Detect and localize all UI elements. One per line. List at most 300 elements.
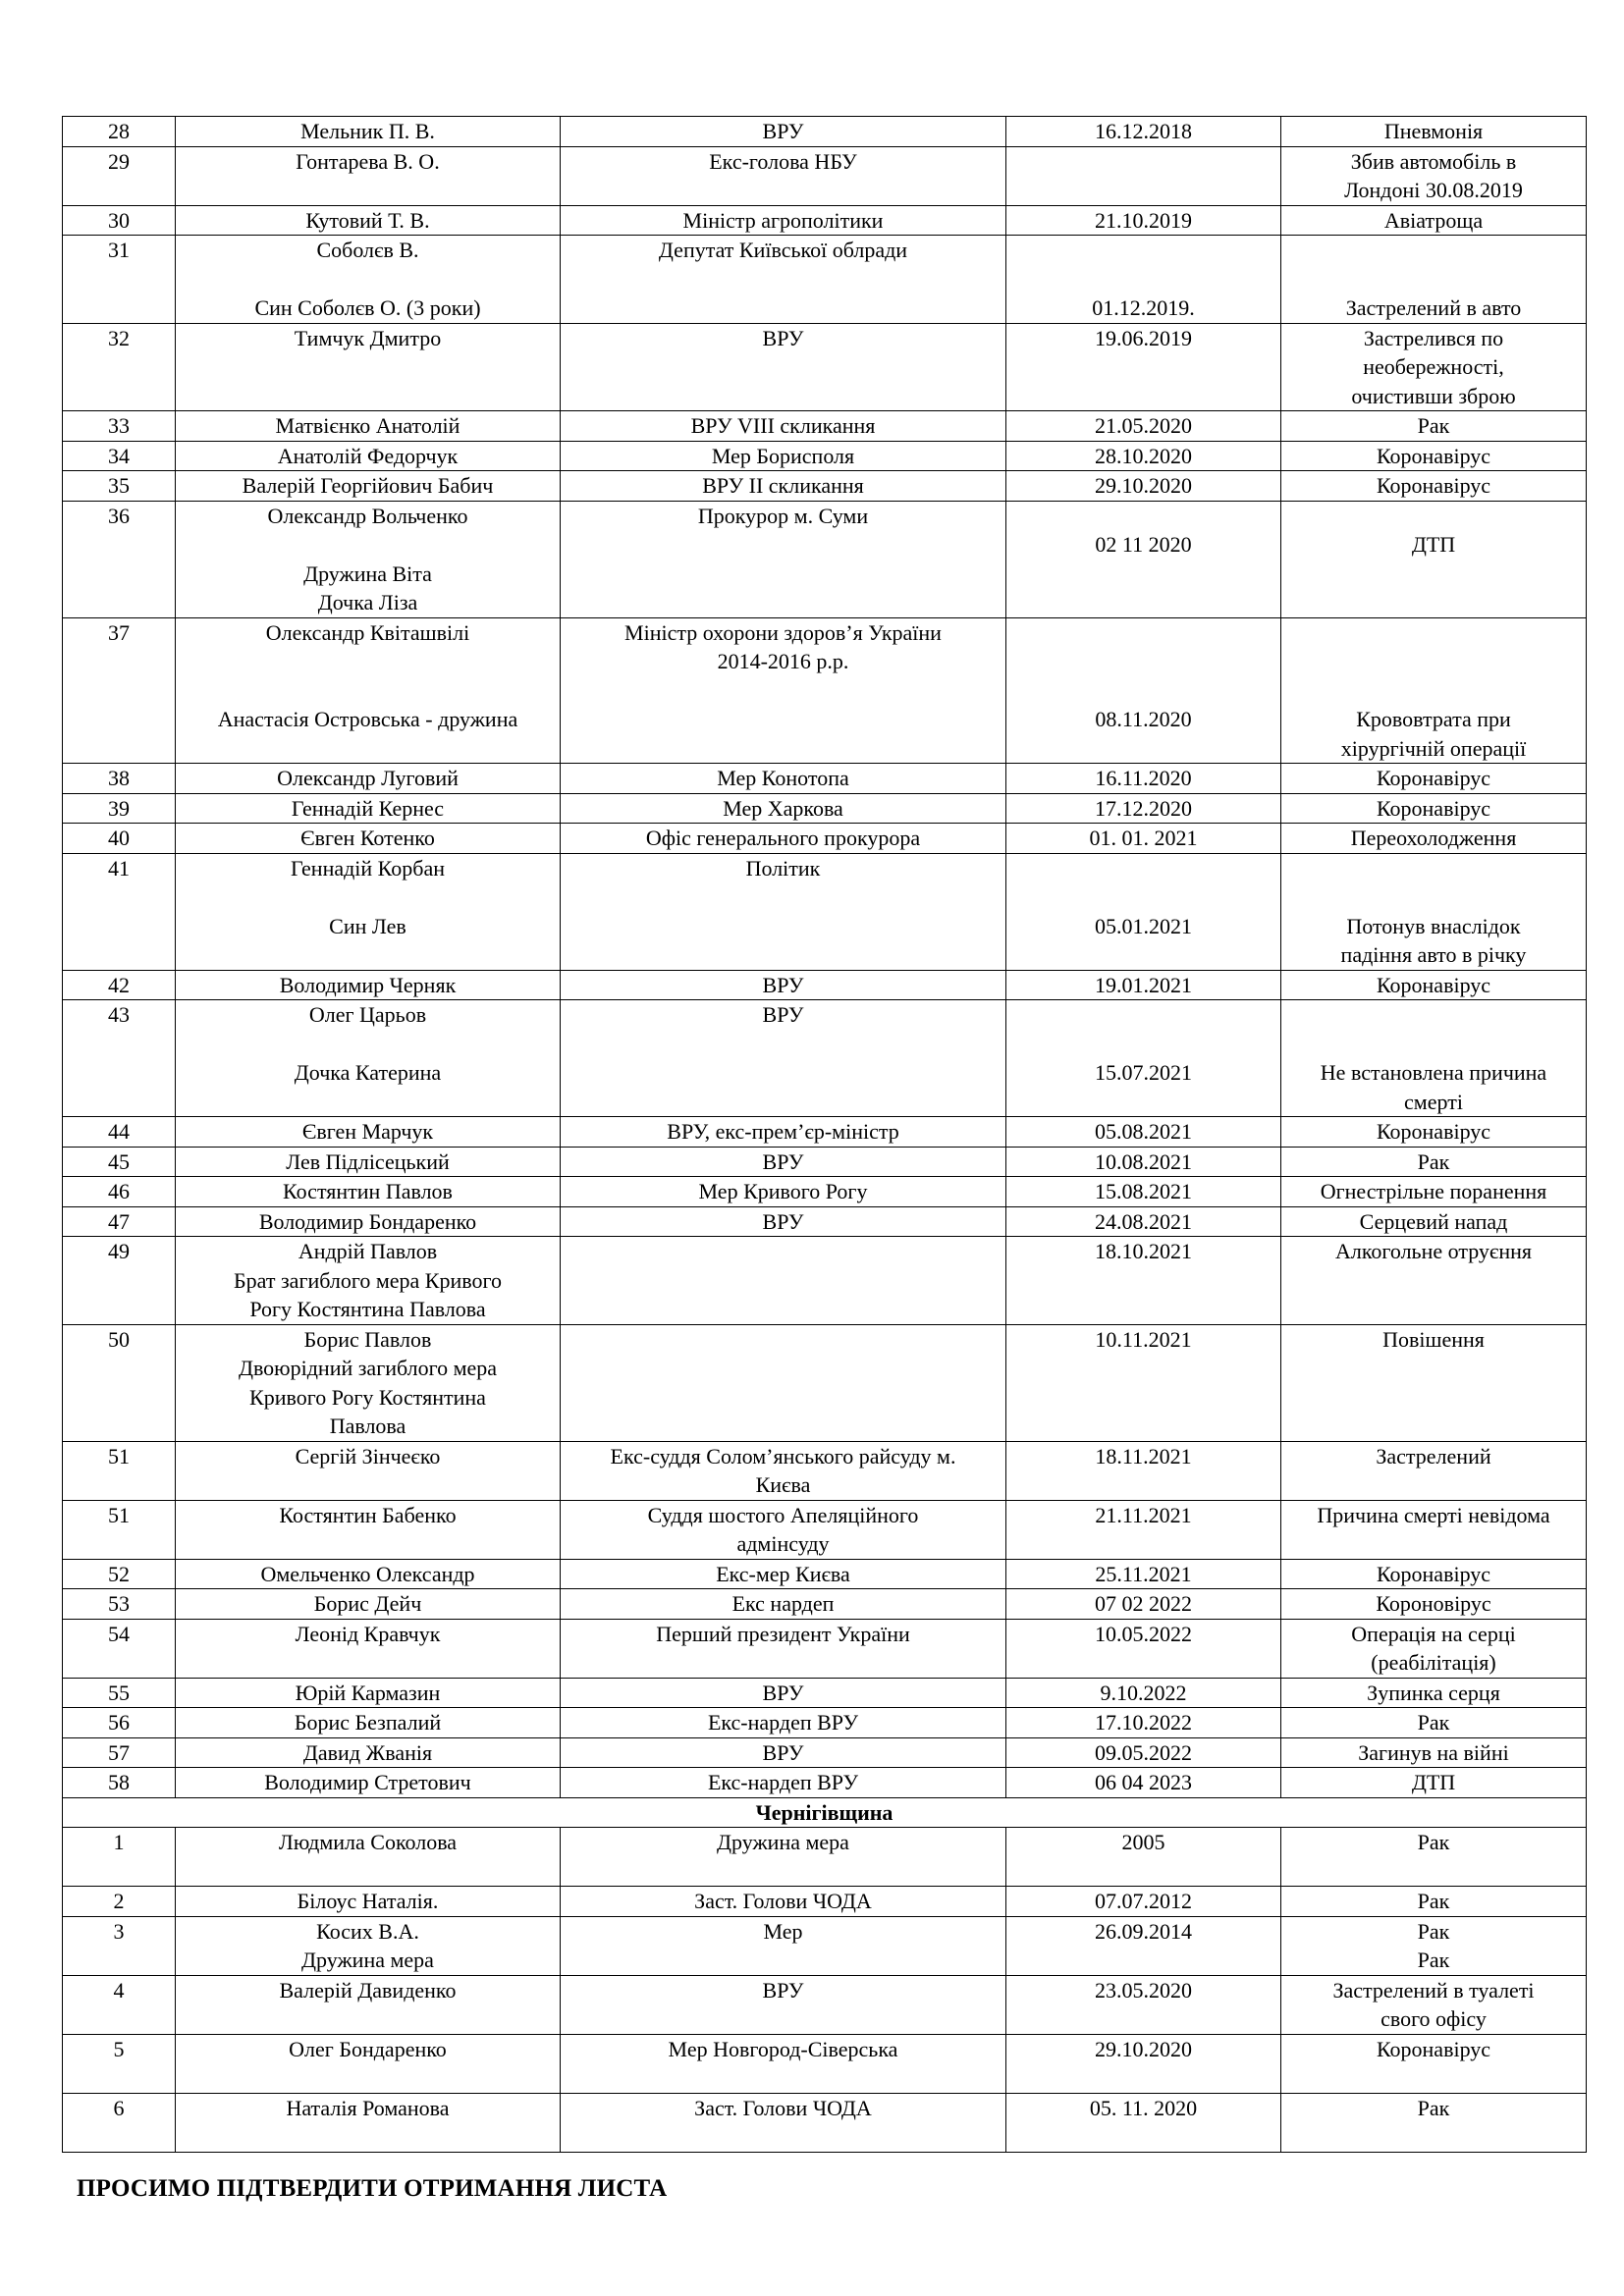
cause-of-death-cell (1281, 471, 1587, 502)
position-line: ВРУ (762, 1680, 804, 1705)
row-number-line: 3 (113, 1918, 125, 1944)
person-name-line: Олександр Вольченко (267, 503, 468, 528)
row-number-cell (63, 1177, 176, 1207)
person-name-line (178, 1030, 558, 1059)
person-name-cell (176, 1619, 561, 1678)
row-number-cell (63, 1500, 176, 1559)
row-number-line: 32 (108, 325, 130, 350)
person-name-cell (176, 1737, 561, 1768)
row-number-cell (63, 1916, 176, 1975)
row-number-cell (63, 1828, 176, 1887)
position-line: ВРУ II скликання (702, 473, 864, 498)
cause-of-death-line (1283, 1000, 1584, 1030)
date-of-death-line: 05.01.2021 (1095, 913, 1192, 938)
cause-of-death-line: Рак (1417, 1889, 1450, 1913)
cause-of-death-line: ДТП (1411, 532, 1456, 557)
position-cell (561, 1975, 1006, 2034)
cause-of-death-cell (1281, 411, 1587, 442)
cause-of-death-cell (1281, 1147, 1587, 1177)
row-number-cell (63, 1559, 176, 1589)
date-of-death-line: 19.06.2019 (1095, 325, 1192, 350)
cause-of-death-cell (1281, 1500, 1587, 1559)
position-cell (561, 1828, 1006, 1887)
person-name-line: Гонтарева В. О. (296, 148, 440, 174)
date-of-death-cell (1006, 764, 1281, 794)
person-name-line: Дочка Катерина (294, 1060, 442, 1085)
cause-of-death-line: Коронавірус (1376, 766, 1491, 790)
position-line: ВРУ (762, 1739, 804, 1765)
date-of-death-cell (1006, 1147, 1281, 1177)
cause-of-death-cell (1281, 1589, 1587, 1620)
date-of-death-line: 10.08.2021 (1095, 1148, 1192, 1174)
person-name-line: Борис Павлов (303, 1326, 432, 1352)
person-name-line: Син Соболєв О. (3 роки) (254, 295, 481, 320)
row-number-cell (63, 1206, 176, 1237)
date-of-death-line: 09.05.2022 (1095, 1739, 1192, 1765)
person-name-cell (176, 1589, 561, 1620)
row-number-line: 51 (108, 1443, 130, 1468)
person-name-line: Володимир Бондаренко (258, 1208, 477, 1234)
position-line: Прокурор м. Суми (697, 503, 869, 528)
date-of-death-cell (1006, 1887, 1281, 1917)
date-of-death-line (1008, 618, 1278, 648)
position-line (563, 1237, 1003, 1266)
row-number-line: 47 (108, 1208, 130, 1234)
person-name-cell (176, 1887, 561, 1917)
table-row (63, 411, 1587, 442)
date-of-death-cell (1006, 1000, 1281, 1117)
table-row (63, 853, 1587, 970)
row-number-cell (63, 501, 176, 617)
row-number-cell (63, 146, 176, 205)
person-name-cell (176, 2034, 561, 2093)
position-cell (561, 236, 1006, 324)
position-line: Екс нардеп (731, 1591, 835, 1616)
cause-of-death-cell (1281, 1441, 1587, 1500)
row-number-cell (63, 1589, 176, 1620)
person-name-line: Євген Марчук (301, 1119, 434, 1144)
date-of-death-line: 01. 01. 2021 (1089, 826, 1198, 850)
row-number-line: 1 (113, 1830, 125, 1854)
person-name-cell (176, 411, 561, 442)
position-cell (561, 1147, 1006, 1177)
person-name-line: Олег Бондаренко (289, 2036, 447, 2061)
table-row (63, 1441, 1587, 1500)
cause-of-death-cell (1281, 1975, 1587, 2034)
position-line: Мер Кривого Рогу (698, 1179, 868, 1203)
date-of-death-line: 18.11.2021 (1095, 1443, 1192, 1468)
cause-of-death-line: Застрелився по (1363, 325, 1504, 350)
person-name-line: Геннадій Корбан (290, 855, 445, 881)
row-number-line: 53 (108, 1591, 130, 1616)
person-name-cell (176, 824, 561, 854)
table-row (63, 793, 1587, 824)
date-of-death-line: 10.11.2021 (1095, 1326, 1192, 1352)
row-number-line: 55 (108, 1680, 130, 1705)
row-number-line: 40 (108, 826, 130, 850)
row-number-cell (63, 441, 176, 471)
person-name-line: Тимчук Дмитро (294, 325, 442, 350)
person-name-line (178, 647, 558, 676)
position-line: Політик (745, 855, 821, 881)
cause-of-death-line: смерті (1404, 1089, 1463, 1114)
position-line: Мер Харкова (723, 795, 843, 821)
position-line: Екс-суддя Солом’янського райсуду м. (610, 1443, 956, 1468)
person-name-cell (176, 205, 561, 236)
person-name-cell (176, 970, 561, 1000)
cause-of-death-line: Короновірус (1376, 1591, 1491, 1616)
person-name-line: Олег Царьов (308, 1002, 427, 1027)
table-row (63, 205, 1587, 236)
person-name-line: Костянтин Павлов (283, 1179, 453, 1203)
person-name-cell (176, 793, 561, 824)
row-number-line: 58 (108, 1770, 130, 1794)
cause-of-death-line (1283, 236, 1584, 265)
cause-of-death-line: Коронавірус (1376, 1561, 1491, 1586)
position-cell (561, 1887, 1006, 1917)
person-name-cell (176, 1678, 561, 1708)
cause-of-death-cell (1281, 323, 1587, 411)
position-cell (561, 1324, 1006, 1441)
cause-of-death-line: Застрелений (1376, 1443, 1491, 1468)
table-row (63, 236, 1587, 324)
person-name-cell (176, 1768, 561, 1798)
person-name-line: Володимир Черняк (279, 972, 457, 997)
row-number-cell (63, 853, 176, 970)
person-name-line: Омельченко Олександр (260, 1561, 475, 1586)
position-cell (561, 853, 1006, 970)
cause-of-death-cell (1281, 2034, 1587, 2093)
date-of-death-line: 24.08.2021 (1095, 1208, 1192, 1234)
table-row (63, 1708, 1587, 1738)
person-name-cell (176, 501, 561, 617)
cause-of-death-line: Коронавірус (1376, 2036, 1491, 2061)
row-number-line: 6 (113, 2095, 125, 2120)
table-row (63, 501, 1587, 617)
row-number-line: 46 (108, 1179, 130, 1203)
cause-of-death-line: необережності, (1363, 354, 1504, 379)
row-number-line: 42 (108, 972, 130, 997)
date-of-death-cell (1006, 146, 1281, 205)
row-number-line: 44 (108, 1119, 130, 1144)
person-name-cell (176, 441, 561, 471)
cause-of-death-cell (1281, 236, 1587, 324)
position-line (563, 1325, 1003, 1355)
date-of-death-cell (1006, 1441, 1281, 1500)
row-number-cell (63, 764, 176, 794)
table-row (63, 1324, 1587, 1441)
person-name-line: Борис Безпалий (294, 1710, 442, 1735)
row-number-line: 28 (108, 119, 130, 143)
date-of-death-line: 07 02 2022 (1095, 1591, 1192, 1616)
row-number-line: 38 (108, 766, 130, 790)
table-row (63, 1206, 1587, 1237)
cause-of-death-line: Рак (1417, 2095, 1450, 2120)
row-number-cell (63, 1768, 176, 1798)
position-cell (561, 1768, 1006, 1798)
date-of-death-line: 05.08.2021 (1095, 1119, 1192, 1144)
date-of-death-line: 02 11 2020 (1095, 532, 1192, 557)
person-name-line: Соболєв В. (316, 238, 419, 262)
date-of-death-line: 08.11.2020 (1095, 707, 1192, 731)
cause-of-death-line: Пневмонія (1383, 119, 1484, 143)
cause-of-death-cell (1281, 1237, 1587, 1325)
person-name-line: Білоус Наталія. (297, 1889, 439, 1913)
date-of-death-line: 07.07.2012 (1095, 1889, 1192, 1913)
person-name-line (178, 882, 558, 912)
table-row (63, 2034, 1587, 2093)
position-cell (561, 1916, 1006, 1975)
position-line: ВРУ (762, 325, 804, 350)
date-of-death-line (1008, 265, 1278, 294)
date-of-death-line: 19.01.2021 (1095, 972, 1192, 997)
row-number-line: 5 (113, 2036, 125, 2061)
cause-of-death-line: Операція на серці (1351, 1621, 1516, 1646)
cause-of-death-line: (реабілітація) (1371, 1650, 1496, 1675)
table-row (63, 1768, 1587, 1798)
date-of-death-line (1008, 882, 1278, 912)
date-of-death-line: 17.12.2020 (1095, 795, 1192, 821)
date-of-death-cell (1006, 2093, 1281, 2152)
table-row (63, 1117, 1587, 1148)
date-of-death-cell (1006, 2034, 1281, 2093)
person-name-cell (176, 1147, 561, 1177)
position-cell (561, 471, 1006, 502)
date-of-death-cell (1006, 853, 1281, 970)
cause-of-death-cell (1281, 1117, 1587, 1148)
person-name-cell (176, 1975, 561, 2034)
person-name-line: Матвієнко Анатолій (275, 413, 460, 438)
row-number-line: 33 (108, 413, 130, 438)
date-of-death-cell (1006, 617, 1281, 764)
position-line: ВРУ (762, 1208, 804, 1234)
position-cell (561, 824, 1006, 854)
cause-of-death-line: Коронавірус (1376, 473, 1491, 498)
position-cell (561, 146, 1006, 205)
cause-of-death-line: Повішення (1382, 1326, 1485, 1352)
table-row (63, 617, 1587, 764)
date-of-death-line (1008, 502, 1278, 531)
cause-of-death-cell (1281, 1000, 1587, 1117)
position-line: ВРУ (762, 1148, 804, 1174)
position-cell (561, 1206, 1006, 1237)
cause-of-death-line (1283, 502, 1584, 531)
position-line: ВРУ (762, 972, 804, 997)
cause-of-death-line: Коронавірус (1376, 1119, 1491, 1144)
position-line: Депутат Київської облради (658, 238, 908, 262)
person-name-line: Анастасія Островська - дружина (217, 707, 518, 731)
person-name-line: Геннадій Кернес (291, 795, 445, 821)
section-title: Чернігівщина (63, 1797, 1587, 1828)
position-line: Заст. Голови ЧОДА (694, 1889, 872, 1913)
row-number-cell (63, 117, 176, 147)
cause-of-death-line: Крововтрата при (1356, 707, 1511, 731)
date-of-death-cell (1006, 1117, 1281, 1148)
row-number-cell (63, 1000, 176, 1117)
cause-of-death-cell (1281, 970, 1587, 1000)
person-name-cell (176, 2093, 561, 2152)
person-name-cell (176, 1117, 561, 1148)
date-of-death-line (1008, 1030, 1278, 1059)
table-row (63, 323, 1587, 411)
cause-of-death-line (1283, 618, 1584, 648)
date-of-death-line: 15.07.2021 (1095, 1060, 1192, 1085)
cause-of-death-line: Потонув внаслідок (1346, 913, 1521, 938)
row-number-line: 36 (108, 503, 130, 528)
row-number-line: 56 (108, 1710, 130, 1735)
cause-of-death-line: Зупинка серця (1367, 1680, 1500, 1705)
position-line: Заст. Голови ЧОДА (694, 2095, 872, 2120)
row-number-cell (63, 471, 176, 502)
person-name-line: Борис Дейч (313, 1591, 422, 1616)
date-of-death-cell (1006, 1768, 1281, 1798)
person-name-cell (176, 323, 561, 411)
cause-of-death-cell (1281, 441, 1587, 471)
position-line: ВРУ VIII скликання (690, 413, 876, 438)
position-line: Екс-мер Києва (716, 1561, 850, 1586)
person-name-line: Брат загиблого мера Кривого (234, 1267, 502, 1293)
row-number-line: 31 (108, 238, 130, 262)
cause-of-death-cell (1281, 1324, 1587, 1441)
row-number-line: 57 (108, 1739, 130, 1765)
table-row (63, 1619, 1587, 1678)
position-line: Мер Конотопа (717, 766, 849, 790)
table-row (63, 824, 1587, 854)
cause-of-death-cell (1281, 1768, 1587, 1798)
cause-of-death-line: Рак (1417, 1918, 1450, 1944)
date-of-death-line: 9.10.2022 (1100, 1680, 1187, 1705)
person-name-line: Людмила Соколова (278, 1830, 458, 1854)
row-number-cell (63, 1324, 176, 1441)
date-of-death-cell (1006, 471, 1281, 502)
row-number-line: 49 (108, 1239, 130, 1263)
table-row (63, 764, 1587, 794)
person-name-line: Кутовий Т. В. (305, 207, 430, 233)
table-row (63, 1177, 1587, 1207)
person-name-line: Дочка Ліза (317, 590, 418, 614)
cause-of-death-line: Алкогольне отруєння (1334, 1239, 1533, 1263)
date-of-death-line: 21.05.2020 (1095, 413, 1192, 438)
cause-of-death-line: Застрелений в авто (1345, 295, 1522, 320)
row-number-cell (63, 205, 176, 236)
table-row (63, 1147, 1587, 1177)
position-line: Екс-голова НБУ (709, 148, 857, 174)
person-name-cell (176, 1559, 561, 1589)
row-number-line: 34 (108, 443, 130, 468)
person-name-line: Володимир Стретович (264, 1770, 471, 1794)
row-number-line: 43 (108, 1002, 130, 1027)
person-name-line: Двоюрідний загиблого мера (238, 1356, 498, 1380)
row-number-line: 4 (113, 1977, 125, 2002)
person-name-cell (176, 1177, 561, 1207)
cause-of-death-line: Рак (1417, 1148, 1450, 1174)
cause-of-death-cell (1281, 2093, 1587, 2152)
person-name-cell (176, 617, 561, 764)
position-line: Офіс генерального прокурора (645, 826, 921, 850)
table-row (63, 1500, 1587, 1559)
person-name-line: Наталія Романова (286, 2095, 450, 2120)
date-of-death-line (1008, 147, 1278, 177)
cause-of-death-line: Причина смерті невідома (1317, 1502, 1550, 1527)
position-line: Мер Борисполя (711, 443, 855, 468)
cause-of-death-line (1283, 854, 1584, 883)
position-cell (561, 1000, 1006, 1117)
person-name-line: Давид Жванія (302, 1739, 433, 1765)
row-number-cell (63, 793, 176, 824)
cause-of-death-cell (1281, 117, 1587, 147)
row-number-line: 52 (108, 1561, 130, 1586)
cause-of-death-cell (1281, 1177, 1587, 1207)
cause-of-death-cell (1281, 1887, 1587, 1917)
cause-of-death-line (1283, 676, 1584, 706)
person-name-line: Мельник П. В. (300, 119, 435, 143)
cause-of-death-line: Коронавірус (1376, 795, 1491, 821)
table-row (63, 471, 1587, 502)
person-name-cell (176, 146, 561, 205)
date-of-death-line: 18.10.2021 (1095, 1239, 1192, 1263)
person-name-cell (176, 1916, 561, 1975)
position-cell (561, 1500, 1006, 1559)
position-cell (561, 117, 1006, 147)
row-number-line: 35 (108, 473, 130, 498)
row-number-cell (63, 824, 176, 854)
row-number-line: 50 (108, 1326, 130, 1352)
table-row (63, 1887, 1587, 1917)
date-of-death-line: 29.10.2020 (1095, 2036, 1192, 2061)
position-cell (561, 2034, 1006, 2093)
row-number-cell (63, 2093, 176, 2152)
cause-of-death-line: Коронавірус (1376, 972, 1491, 997)
position-cell (561, 1737, 1006, 1768)
position-cell (561, 617, 1006, 764)
cause-of-death-cell (1281, 1619, 1587, 1678)
cause-of-death-cell (1281, 1708, 1587, 1738)
cause-of-death-line: Рак (1417, 413, 1450, 438)
cause-of-death-line: Застрелений в туалеті (1332, 1977, 1535, 2002)
cause-of-death-cell (1281, 793, 1587, 824)
person-name-cell (176, 236, 561, 324)
table-row (63, 1000, 1587, 1117)
person-name-line: Анатолій Федорчук (277, 443, 459, 468)
person-name-line: Павлова (329, 1414, 406, 1438)
position-line: Екс-нардеп ВРУ (707, 1770, 859, 1794)
date-of-death-cell (1006, 970, 1281, 1000)
date-of-death-cell (1006, 205, 1281, 236)
table-row (63, 1916, 1587, 1975)
deaths-table (62, 116, 1587, 2153)
position-line: адмінсуду (736, 1531, 830, 1556)
footer-request: ПРОСИМО ПІДТВЕРДИТИ ОТРИМАННЯ ЛИСТА (77, 2175, 668, 2202)
person-name-line: Леонід Кравчук (295, 1621, 441, 1646)
cause-of-death-cell (1281, 1916, 1587, 1975)
person-name-cell (176, 1000, 561, 1117)
date-of-death-line: 29.10.2020 (1095, 473, 1192, 498)
row-number-line: 2 (113, 1889, 125, 1913)
date-of-death-line: 06 04 2023 (1095, 1770, 1192, 1794)
date-of-death-cell (1006, 1589, 1281, 1620)
table-row (63, 146, 1587, 205)
person-name-line (178, 676, 558, 706)
cause-of-death-line: ДТП (1411, 1770, 1456, 1794)
cause-of-death-line: Коронавірус (1376, 443, 1491, 468)
cause-of-death-cell (1281, 1559, 1587, 1589)
date-of-death-line: 01.12.2019. (1092, 295, 1195, 320)
person-name-line: Сергій Зінчеєко (295, 1443, 441, 1468)
cause-of-death-cell (1281, 146, 1587, 205)
cause-of-death-line (1283, 265, 1584, 294)
date-of-death-cell (1006, 1678, 1281, 1708)
person-name-line: Син Лев (329, 913, 406, 938)
